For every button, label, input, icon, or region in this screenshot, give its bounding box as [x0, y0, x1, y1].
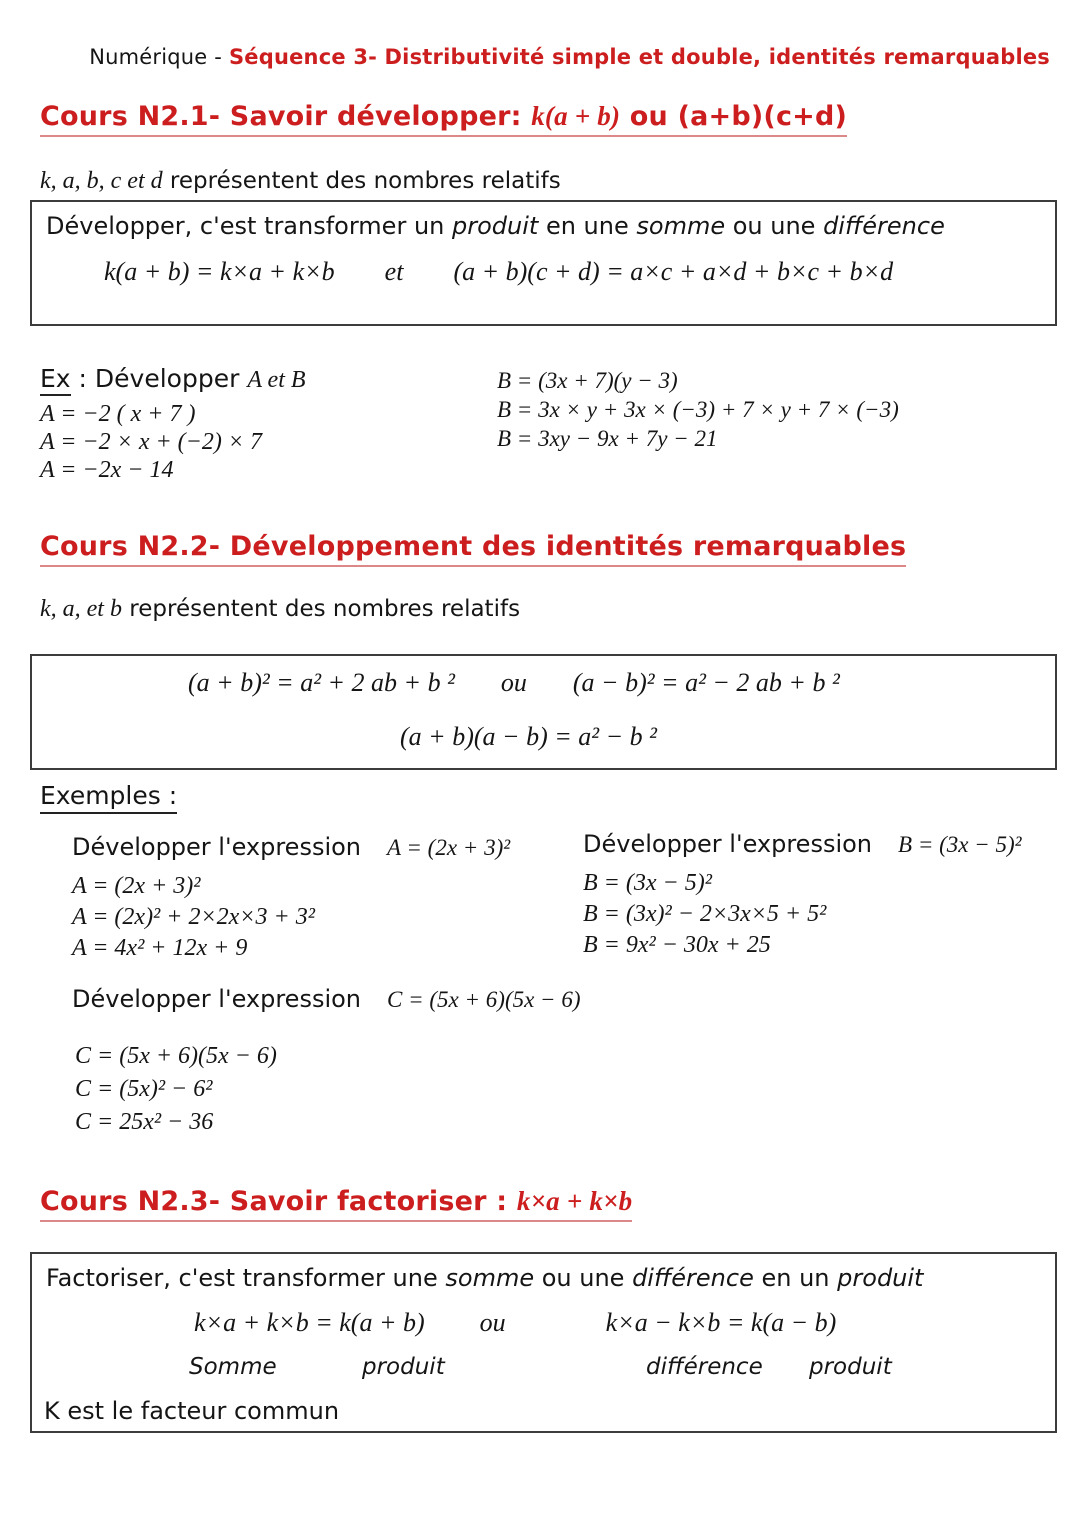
example-a-line: A = 4x² + 12x + 9: [72, 935, 248, 961]
header-prefix: Numérique -: [89, 45, 229, 69]
developper-definition: Développer, c'est transformer un produit en une somme ou une différence: [46, 212, 945, 240]
definition-box-developper: [30, 200, 1057, 326]
identities-line1: (a + b)² = a² + 2 ab + b ² ou (a − b)² = a² − 2 ab + b ²: [188, 668, 840, 697]
example-b-line: B = (3x − 5)²: [583, 870, 712, 896]
factoriser-box: [30, 1252, 1057, 1433]
factoriser-formulas: k×a + k×b = k(a + b) ou k×a − k×b = k(a − b): [194, 1308, 837, 1337]
example-c-line: C = 25x² − 36: [75, 1109, 214, 1135]
label-somme: Somme: [189, 1354, 277, 1380]
example-c-block: [75, 1040, 277, 1139]
page-header: [0, 45, 1050, 69]
label-produit-2: produit: [809, 1354, 892, 1380]
example-a-block: [72, 833, 510, 964]
expr-b-line: B = 3xy − 9x + 7y − 21: [497, 426, 718, 451]
example-c-line: C = (5x)² − 6²: [75, 1076, 213, 1102]
section-title-n22: Cours N2.2- Développement des identités remarquables: [40, 531, 906, 567]
identities-line2: (a + b)(a − b) = a² − b ²: [400, 722, 657, 751]
expr-a-line: A = −2x − 14: [40, 457, 174, 483]
label-produit: produit: [362, 1354, 445, 1380]
section-n22: [40, 531, 906, 567]
example-ab-right-column: [497, 366, 899, 453]
section-title-n21: Cours N2.1- Savoir développer: k(a + b) ou (a+b)(c+d): [40, 101, 847, 137]
factoriser-term-labels: [46, 1354, 1041, 1384]
expr-a-line: A = −2 × x + (−2) × 7: [40, 429, 263, 455]
expr-b-line: B = (3x + 7)(y − 3): [497, 368, 678, 393]
factor-commun-note: K est le facteur commun: [44, 1397, 340, 1425]
intro-n22: k, a, et b représentent des nombres relatifs: [40, 596, 521, 622]
expr-a-line: A = −2 ( x + 7 ): [40, 401, 196, 427]
header-sequence-title: Séquence 3- Distributivité simple et double, identités remarquables: [228, 45, 1050, 69]
section-n21: [40, 101, 847, 137]
section-n23: [40, 1186, 632, 1222]
distributivity-formulas: k(a + b) = k×a + k×b et (a + b)(c + d) = a×c + a×d + b×c + b×d: [104, 257, 894, 286]
example-b-line: B = 9x² − 30x + 25: [583, 932, 771, 958]
example-ab-left-column: [40, 364, 306, 484]
example-a-line: A = (2x)² + 2×2x×3 + 3²: [72, 904, 315, 930]
identities-box: [30, 654, 1057, 770]
example-a-label: Développer l'expression A = (2x + 3)²: [72, 833, 511, 861]
example-b-block: [583, 830, 1022, 961]
example-ab-heading: Ex : Développer A et B: [40, 364, 306, 394]
examples-heading: Exemples :: [40, 781, 177, 810]
example-b-line: B = (3x)² − 2×3x×5 + 5²: [583, 901, 827, 927]
example-a-line: A = (2x + 3)²: [72, 873, 201, 899]
expr-b-line: B = 3x × y + 3x × (−3) + 7 × y + 7 × (−3): [497, 397, 899, 422]
example-c-line: C = (5x + 6)(5x − 6): [75, 1043, 277, 1069]
example-c-label: Développer l'expression C = (5x + 6)(5x − 6): [72, 985, 581, 1013]
intro-n21: k, a, b, c et d représentent des nombres relatifs: [40, 168, 561, 194]
label-difference: différence: [646, 1354, 763, 1380]
example-b-label: Développer l'expression B = (3x − 5)²: [583, 830, 1022, 858]
example-c-label-row: [72, 985, 581, 1013]
factoriser-definition: Factoriser, c'est transformer une somme ou une différence en un produit: [46, 1264, 924, 1292]
section-title-n23: Cours N2.3- Savoir factoriser : k×a + k×b: [40, 1186, 632, 1222]
